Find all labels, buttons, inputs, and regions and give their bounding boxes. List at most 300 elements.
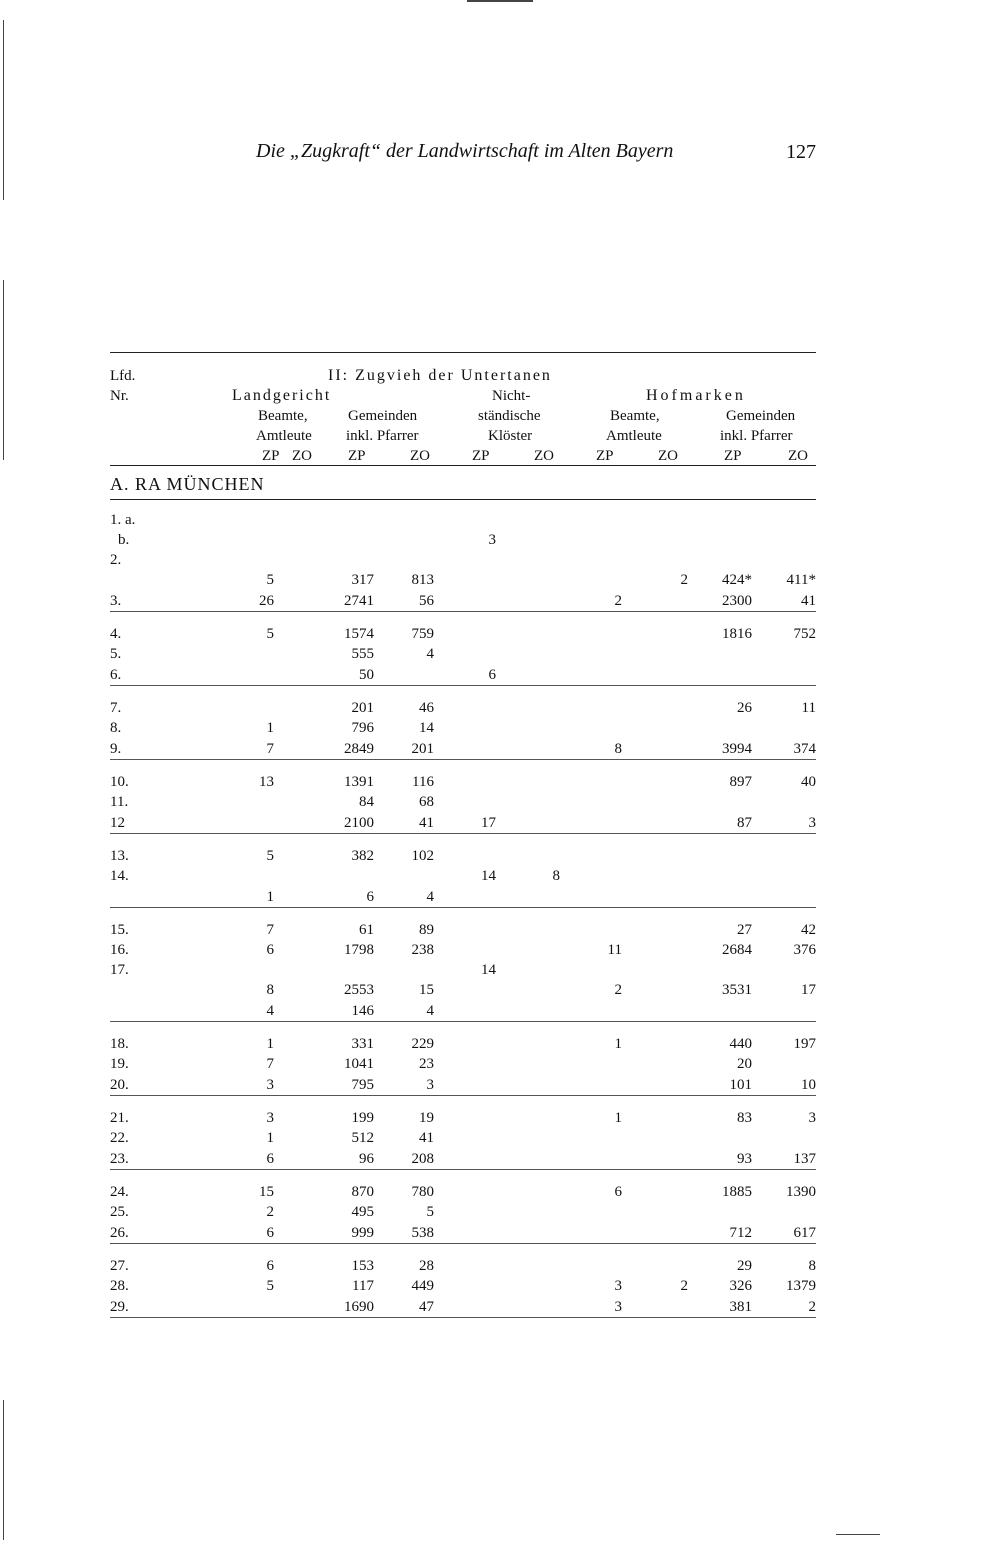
row-label: 27. [110,1258,129,1274]
cell-value [274,886,286,908]
cell-value: 382 [351,848,374,864]
cell-value [210,510,274,530]
cell-value [560,760,622,793]
cell-value [622,792,688,812]
cell-value: 19 [419,1110,434,1126]
cell-value [496,510,560,530]
cell-value [752,718,816,738]
section-title: A. RA MÜNCHEN [110,474,265,494]
cell-value [210,686,274,719]
cell-value: 3994 [688,738,752,760]
cell-value [374,960,434,980]
cell-value [434,590,496,612]
cell-value [560,1244,622,1277]
cell-value [274,812,286,834]
table-row [110,510,816,530]
cell-value: 7 [266,922,274,938]
row-label: 28. [110,1278,129,1294]
cell-value [434,1022,496,1055]
cell-value [622,644,688,664]
cell-value [560,644,622,664]
cell-value [434,1128,496,1148]
cell-value: 3 [210,1074,274,1096]
cell-value: 29 [737,1258,752,1274]
cell-value: 83 [737,1110,752,1126]
header-zo-2: ZO [410,448,430,464]
cell-value [622,1128,688,1148]
cell-value [622,738,688,760]
cell-value [688,866,752,886]
cell-value [560,718,622,738]
scan-mark-top [467,0,533,2]
cell-value: 20 [737,1056,752,1072]
cell-value: 68 [419,794,434,810]
cell-value: 1 [266,720,274,736]
cell-value [560,1128,622,1148]
cell-value [434,644,496,664]
cell-value: 376 [793,942,816,958]
table-row [110,1202,816,1222]
header-lg-gemeinden-2: inkl. Pfarrer [346,428,419,444]
cell-value [688,792,752,812]
cell-value [210,1296,274,1318]
header-zp-5: ZP [724,448,742,464]
table-row [110,960,816,980]
row-label [110,980,210,1000]
row-label: 14. [110,868,129,884]
cell-value [622,590,688,612]
cell-value [434,1296,496,1318]
cell-value [560,792,622,812]
cell-value: 146 [286,1000,374,1022]
cell-value [622,980,688,1000]
cell-value [688,960,752,980]
cell-value: 712 [688,1222,752,1244]
cell-value [434,886,496,908]
cell-value: 3 [808,1110,816,1126]
cell-value: 15 [259,1184,274,1200]
cell-value [496,570,560,590]
cell-value: 11 [607,942,622,958]
header-landgericht: Landgericht [232,387,332,404]
row-label: b. [118,532,130,548]
cell-value [274,960,286,980]
cell-value: 2849 [286,738,374,760]
cell-value [286,530,374,550]
cell-value [210,792,274,812]
cell-value [560,812,622,834]
header-lg-gemeinden-1: Gemeinden [348,408,418,424]
cell-value [622,1148,688,1170]
cell-value [496,1148,560,1170]
table-row [110,718,816,738]
row-label: 7. [110,700,122,716]
cell-value: 6 [266,942,274,958]
cell-value [434,738,496,760]
row-label: 25. [110,1204,129,1220]
cell-value [622,1000,688,1022]
cell-value [210,550,274,570]
cell-value: 2 [614,982,622,998]
cell-value [496,1054,560,1074]
cell-value: 201 [374,738,434,760]
cell-value [622,1022,688,1055]
cell-value: 495 [351,1204,374,1220]
cell-value [274,1276,286,1296]
cell-value: 101 [688,1074,752,1096]
cell-value [434,1074,496,1096]
table-row [110,812,816,834]
cell-value: 199 [351,1110,374,1126]
cell-value: 999 [286,1222,374,1244]
cell-value [496,686,560,719]
cell-value [560,960,622,980]
cell-value [274,1244,286,1277]
cell-value [210,664,274,686]
cell-value [434,1148,496,1170]
cell-value: 56 [374,590,434,612]
cell-value [274,1202,286,1222]
cell-value [274,510,286,530]
cell-value: 93 [688,1148,752,1170]
row-label [110,886,210,908]
cell-value [622,550,688,570]
cell-value [622,760,688,793]
table-row [110,686,816,719]
cell-value [688,1000,752,1022]
cell-value [688,886,752,908]
cell-value: 317 [351,572,374,588]
cell-value: 2 [266,1204,274,1220]
table-row [110,760,816,793]
cell-value: 116 [412,774,434,790]
cell-value [622,1296,688,1318]
row-label: 17. [110,962,129,978]
cell-value: 1 [614,1110,622,1126]
cell-value: 4 [210,1000,274,1022]
cell-value: 229 [411,1036,434,1052]
cell-value: 153 [351,1258,374,1274]
cell-value [274,686,286,719]
header-zp-4: ZP [596,448,614,464]
header-hofmarken: Hofmarken [646,387,746,404]
cell-value [286,510,374,530]
cell-value [496,812,560,834]
table-row [110,1096,816,1129]
cell-value [434,1170,496,1203]
cell-value [434,510,496,530]
cell-value [274,1128,286,1148]
cell-value: 795 [286,1074,374,1096]
cell-value: 17 [434,812,496,834]
cell-value [274,1000,286,1022]
cell-value: 5 [266,626,274,642]
cell-value [622,940,688,960]
cell-value [496,664,560,686]
cell-value [496,980,560,1000]
cell-value [560,1202,622,1222]
cell-value [434,1000,496,1022]
cell-value [496,940,560,960]
cell-value [752,664,816,686]
cell-value: 2100 [286,812,374,834]
cell-value: 759 [411,626,434,642]
table-row [110,1170,816,1203]
cell-value [274,940,286,960]
cell-value [688,644,752,664]
cell-value [560,1074,622,1096]
cell-value [434,612,496,645]
cell-value [496,1202,560,1222]
cell-value [622,510,688,530]
row-label: 9. [110,738,210,760]
cell-value [560,908,622,941]
cell-value: 331 [351,1036,374,1052]
cell-value [274,718,286,738]
cell-value [496,644,560,664]
cell-value [496,612,560,645]
cell-value: 3 [614,1278,622,1294]
row-label: 8. [110,720,122,736]
cell-value: 1390 [786,1184,816,1200]
cell-value [560,530,622,550]
cell-value: 4 [374,1000,434,1022]
cell-value: 84 [359,794,374,810]
cell-value [688,718,752,738]
cell-value [496,834,560,867]
cell-value: 3 [266,1110,274,1126]
cell-value: 117 [352,1278,374,1294]
cell-value [274,1296,286,1318]
cell-value [688,550,752,570]
row-label: 4. [110,626,122,642]
header-zo-3: ZO [534,448,554,464]
cell-value: 1041 [344,1056,374,1072]
cell-value [274,570,286,590]
cell-value [274,1222,286,1244]
cell-value [622,960,688,980]
cell-value [434,1244,496,1277]
cell-value [274,1148,286,1170]
cell-value: 1690 [286,1296,374,1318]
cell-value: 1816 [722,626,752,642]
table-header [110,353,816,465]
cell-value: 6 [210,1148,274,1170]
cell-value [496,908,560,941]
cell-value: 50 [286,664,374,686]
cell-value [274,644,286,664]
header-nicht-2: ständische [478,408,541,424]
cell-value: 10 [752,1074,816,1096]
cell-value: 47 [374,1296,434,1318]
cell-value [434,1222,496,1244]
row-label: 11. [110,794,129,810]
cell-value [752,886,816,908]
cell-value [560,570,622,590]
cell-value: 813 [411,572,434,588]
cell-value: 1379 [786,1278,816,1294]
cell-value [210,812,274,834]
cell-value: 5 [266,1278,274,1294]
cell-value [274,1022,286,1055]
cell-value [374,510,434,530]
cell-value [560,886,622,908]
cell-value [434,1096,496,1129]
cell-value [286,866,374,886]
cell-value: 3 [488,532,496,548]
cell-value [274,834,286,867]
header-zp-1: ZP [262,448,280,464]
scan-mark-bottom [836,1534,880,1535]
cell-value [496,530,560,550]
row-label: 20. [110,1074,210,1096]
row-label: 13. [110,848,129,864]
cell-value [622,664,688,686]
header-hm-beamte-2: Amtleute [606,428,662,444]
row-label: 24. [110,1184,129,1200]
table-row [110,530,816,550]
cell-value [496,1128,560,1148]
cell-value [274,792,286,812]
cell-value [286,960,374,980]
row-label [110,1000,210,1022]
cell-value: 1 [266,1036,274,1052]
cell-value [496,590,560,612]
cell-value [274,866,286,886]
row-label: 12 [110,812,210,834]
cell-value [274,550,286,570]
cell-value [688,834,752,867]
cell-value [434,1054,496,1074]
cell-value [274,612,286,645]
cell-value [688,1128,752,1148]
cell-value: 2684 [722,942,752,958]
header-zo-1: ZO [292,448,312,464]
cell-value [752,1054,816,1074]
cell-value [622,866,688,886]
cell-value: 41 [374,812,434,834]
cell-value: 27 [737,922,752,938]
cell-value [496,1296,560,1318]
header-hm-gemeinden-2: inkl. Pfarrer [720,428,793,444]
header-lg-beamte-1: Beamte, [258,408,308,424]
cell-value [434,760,496,793]
table-row [110,550,816,570]
cell-value [496,1074,560,1096]
cell-value: 3 [374,1074,434,1096]
cell-value [274,664,286,686]
cell-value [688,664,752,686]
cell-value: 26 [737,700,752,716]
table-row [110,1296,816,1318]
cell-value: 11 [801,700,816,716]
cell-value: 208 [374,1148,434,1170]
row-label [110,570,210,590]
cell-value: 28 [419,1258,434,1274]
row-label: 19. [110,1056,129,1072]
cell-value: 2 [680,1278,688,1294]
cell-value [752,510,816,530]
header-lfd: Lfd. [110,368,136,384]
cell-value [560,866,622,886]
cell-value: 13 [259,774,274,790]
cell-value [274,980,286,1000]
table-row [110,1148,816,1170]
cell-value: 15 [419,982,434,998]
cell-value [274,1170,286,1203]
cell-value: 96 [286,1148,374,1170]
scan-mark-left-1 [3,20,4,200]
header-zp-2: ZP [348,448,366,464]
row-label: 18. [110,1036,129,1052]
cell-value: 26 [210,590,274,612]
cell-value: 8 [266,982,274,998]
cell-value: 870 [351,1184,374,1200]
cell-value: 40 [801,774,816,790]
cell-value [560,686,622,719]
cell-value: 411* [786,572,816,588]
cell-value [210,530,274,550]
cell-value [496,886,560,908]
cell-value [752,550,816,570]
header-hm-beamte-1: Beamte, [610,408,660,424]
cell-value: 1 [210,886,274,908]
cell-value: 102 [411,848,434,864]
header-hm-gemeinden-1: Gemeinden [726,408,796,424]
cell-value [560,550,622,570]
cell-value: 374 [752,738,816,760]
cell-value [752,530,816,550]
cell-value [496,792,560,812]
cell-value: 449 [411,1278,434,1294]
cell-value: 42 [801,922,816,938]
header-nicht-3: Klöster [488,428,533,444]
cell-value [434,940,496,960]
cell-value [274,530,286,550]
running-head: Die „Zugkraft“ der Landwirtschaft im Alten Bayern [256,140,674,162]
cell-value [434,718,496,738]
cell-value: 14 [481,868,496,884]
data-table [110,510,816,1318]
cell-value: 6 [614,1184,622,1200]
row-label: 3. [110,590,210,612]
cell-value: 538 [374,1222,434,1244]
row-label: 5. [110,646,122,662]
cell-value: 2 [560,590,622,612]
table-row [110,570,816,590]
cell-value [622,1096,688,1129]
header-nr: Nr. [110,388,129,404]
row-label: 10. [110,774,129,790]
cell-value: 6 [210,1222,274,1244]
table-row [110,908,816,941]
cell-value: 326 [729,1278,752,1294]
cell-value: 7 [266,1056,274,1072]
cell-value: 1 [266,1130,274,1146]
zugvieh-table-sheet [110,352,816,1318]
row-label: 2. [110,552,122,568]
cell-value: 17 [801,982,816,998]
cell-value [622,1074,688,1096]
cell-value: 897 [729,774,752,790]
cell-value [434,792,496,812]
cell-value: 5 [266,848,274,864]
row-label: 1. a. [110,512,136,528]
cell-value [374,664,434,686]
cell-value: 3531 [722,982,752,998]
cell-value [496,1222,560,1244]
cell-value [622,886,688,908]
